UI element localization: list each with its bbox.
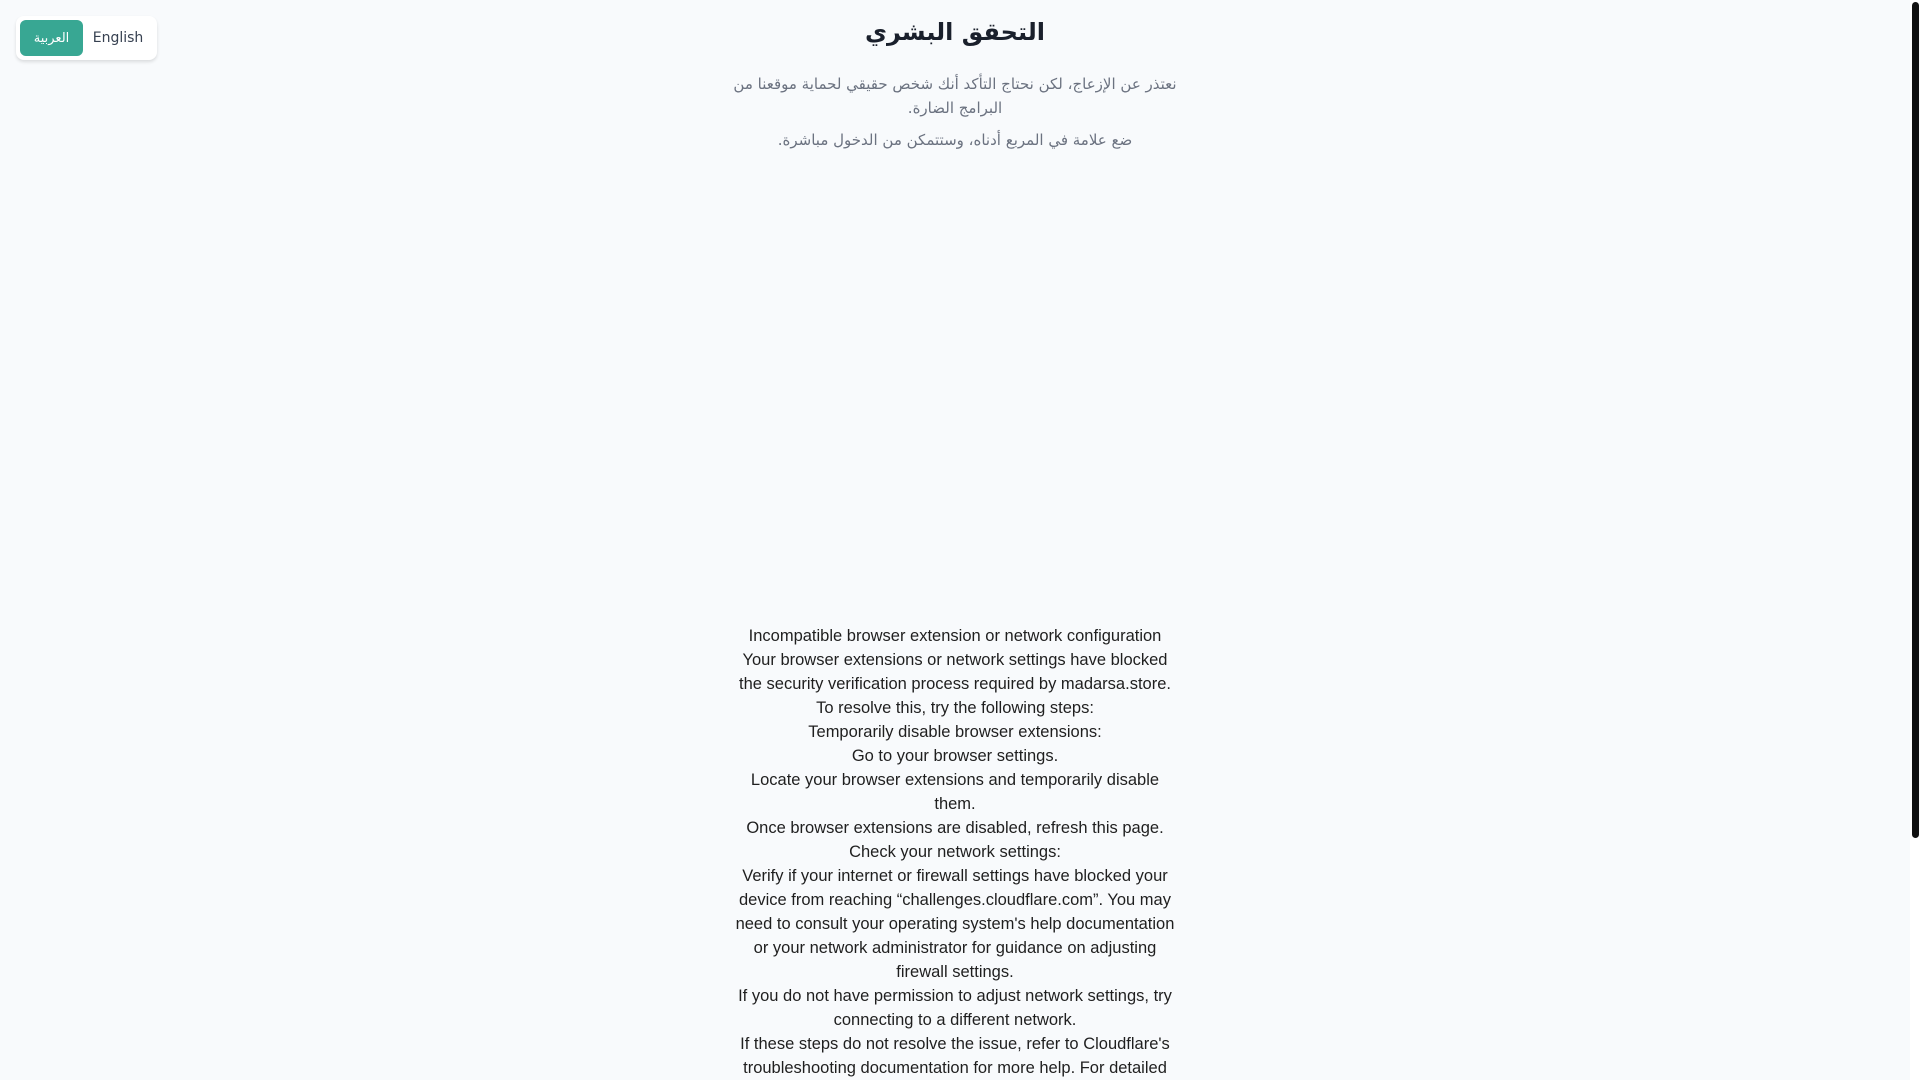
- vertical-scrollbar[interactable]: [1910, 0, 1920, 1080]
- step1-title: Temporarily disable browser extensions:: [808, 723, 1102, 741]
- step1-item: Go to your browser settings.: [851, 747, 1059, 765]
- subtitle-line: نعتذر عن الإزعاج، لكن نحتاج التأكد أنك شخص حقيقي لحماية موقعنا من البرامج الضارة.: [733, 75, 1177, 117]
- subtitle-line: ضع علامة في المربع أدناه، وستتمكن من الدخول مباشرة.: [777, 131, 1133, 149]
- step2-item: Verify if your internet or firewall settings have blocked your device from reaching “challenges.cloudflare.com”. You may need to consult your operating system's help documentation or your network administrator for guidance on adjusting firewall settings.: [735, 867, 1175, 981]
- step1-item: Locate your browser extensions and temporarily disable them.: [750, 771, 1160, 813]
- error-heading: Incompatible browser extension or network configuration: [748, 627, 1162, 645]
- scrollbar-thumb[interactable]: [1912, 2, 1919, 838]
- resolve-intro: To resolve this, try the following steps:: [816, 699, 1094, 717]
- page-header: [0, 0, 1910, 160]
- page-subtitle: [730, 72, 1180, 152]
- error-footer: If these steps do not resolve the issue, refer to Cloudflare's troubleshooting documentation for more help. For detailed: [740, 1035, 1170, 1077]
- error-message-block: [730, 624, 1180, 1080]
- step1-item: Once browser extensions are disabled, refresh this page.: [746, 819, 1164, 837]
- error-description: Your browser extensions or network settings have blocked the security verification process required by madarsa.store.: [739, 651, 1171, 693]
- step2-item: If you do not have permission to adjust network settings, try connecting to a different network.: [738, 987, 1172, 1029]
- step2-title: Check your network settings:: [849, 843, 1061, 861]
- arabic-language-button[interactable]: العربية: [20, 20, 83, 56]
- english-language-button[interactable]: English: [83, 20, 153, 56]
- page-title: التحقق البشري: [865, 18, 1045, 46]
